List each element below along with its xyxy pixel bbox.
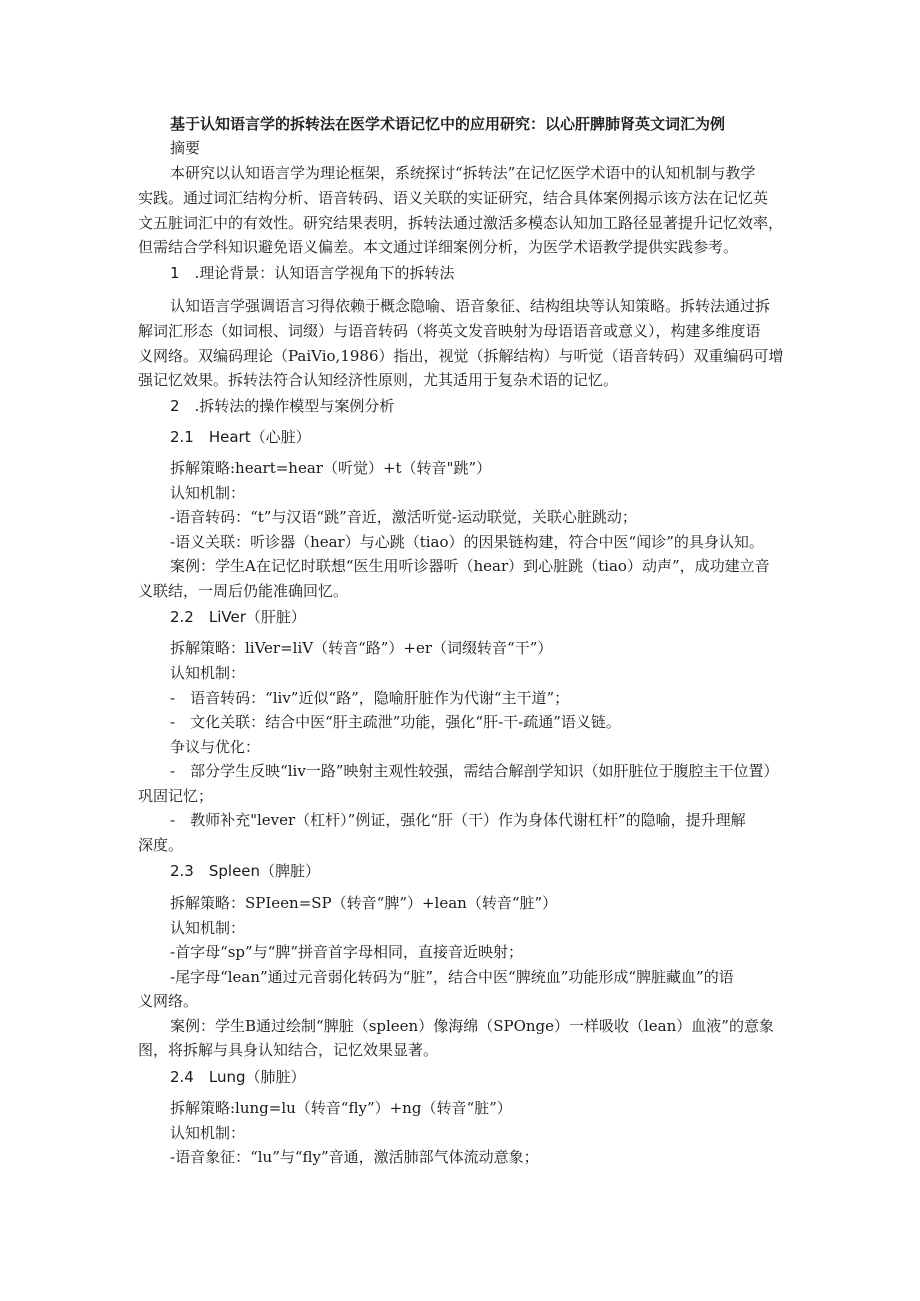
section-1-paragraph-line: 强记忆效果。拆转法符合认知经济性原则，尤其适用于复杂术语的记忆。: [138, 371, 619, 389]
liver-debate-line: - 部分学生反映“liv一路”映射主观性较强，需结合解剖学知识（如肝脏位于腹腔主干位置）: [170, 762, 779, 780]
liver-heading: 2.2 LiVer（肝脏）: [170, 608, 306, 626]
heart-heading: 2.1 Heart（心脏）: [170, 428, 311, 446]
heart-strategy: 拆解策略:heart=hear（听觉）+t（转音"跳”）: [170, 459, 492, 477]
spleen-strategy: 拆解策略：SPIeen=SP（转音“脾”）+lean（转音“脏”）: [170, 894, 558, 912]
liver-mechanism-item: - 文化关联：结合中医“肝主疏泄”功能，强化“肝-干-疏通”语义链。: [170, 713, 621, 731]
abstract-line: 文五脏词汇中的有效性。研究结果表明，拆转法通过激活多模态认知加工路径显著提升记忆效率，: [138, 214, 784, 232]
liver-debate-line: 深度。: [138, 836, 184, 854]
heart-mechanism-label: 认知机制：: [170, 484, 246, 502]
heart-mechanism-item: -语音转码：“t”与汉语“跳”音近，激活听觉-运动联觉，关联心脏跳动；: [170, 508, 637, 526]
spleen-case-line: 案例：学生B通过绘制“脾脏（spleen）像海绵（SPOnge）一样吸收（lean）血液”的意象: [170, 1017, 774, 1035]
liver-debate-label: 争议与优化：: [170, 738, 261, 756]
section-1-paragraph-line: 义网络。双编码理论（PaiVio,1986）指出，视觉（拆解结构）与听觉（语音转码）双重编码可增: [138, 347, 784, 365]
spleen-case-line: 图，将拆解与具身认知结合，记忆效果显著。: [138, 1041, 439, 1059]
document-title: 基于认知语言学的拆转法在医学术语记忆中的应用研究：以心肝脾肺肾英文词汇为例: [170, 115, 726, 133]
abstract-line: 但需结合学科知识避免语义偏差。本文通过详细案例分析，为医学术语教学提供实践参考。: [138, 238, 739, 256]
lung-strategy: 拆解策略:lung=lu（转音“fly”）+ng（转音“脏”）: [170, 1099, 512, 1117]
liver-mechanism-label: 认知机制：: [170, 664, 246, 682]
lung-mechanism-item: -语音象征：“lu”与“fly”音通，激活肺部气体流动意象；: [170, 1148, 539, 1166]
liver-mechanism-item: - 语音转码：“liv”近似“路”，隐喻肝脏作为代谢“主干道”；: [170, 689, 570, 707]
section-1-heading: 1 .理论背景：认知语言学视角下的拆转法: [170, 264, 455, 282]
abstract-label: 摘要: [170, 139, 201, 157]
abstract-line: 实践。通过词汇结构分析、语音转码、语义关联的实证研究，结合具体案例揭示该方法在记忆英: [138, 189, 769, 207]
spleen-mechanism-label: 认知机制：: [170, 919, 246, 937]
spleen-mechanism-item: 义网络。: [138, 992, 199, 1010]
lung-mechanism-label: 认知机制：: [170, 1124, 246, 1142]
section-1-paragraph-line: 解词汇形态（如词根、词缀）与语音转码（将英文发音映射为母语语音或意义），构建多维度语: [138, 322, 761, 340]
section-1-paragraph-line: 认知语言学强调语言习得依赖于概念隐喻、语音象征、结构组块等认知策略。拆转法通过拆: [170, 297, 771, 315]
spleen-mechanism-item: -首字母“sp”与“脾”拼音首字母相同，直接音近映射；: [170, 943, 524, 961]
lung-heading: 2.4 Lung（肺脏）: [170, 1068, 306, 1086]
spleen-mechanism-item: -尾字母“lean”通过元音弱化转码为“脏”，结合中医“脾统血”功能形成“脾脏藏血”的语: [170, 968, 734, 986]
liver-strategy: 拆解策略：liVer=liV（转音“路”）+er（词缀转音“干”）: [170, 639, 553, 657]
heart-mechanism-item: -语义关联：听诊器（hear）与心跳（tiao）的因果链构建，符合中医“闻诊”的具身认知。: [170, 533, 764, 551]
liver-debate-line: 巩固记忆；: [138, 787, 214, 805]
abstract-line: 本研究以认知语言学为理论框架，系统探讨“拆转法”在记忆医学术语中的认知机制与教学: [170, 164, 756, 182]
heart-case-line: 义联结，一周后仍能准确回忆。: [138, 582, 349, 600]
spleen-heading: 2.3 Spleen（脾脏）: [170, 862, 321, 880]
section-2-heading: 2 .拆转法的操作模型与案例分析: [170, 397, 395, 415]
heart-case-line: 案例：学生A在记忆时联想“医生用听诊器听（hear）到心脏跳（tiao）动声”，成功建立音: [170, 557, 770, 575]
liver-debate-line: - 教师补充"lever（杠杆）”例证，强化“肝（干）作为身体代谢杠杆”的隐喻，提升理解: [170, 811, 746, 829]
